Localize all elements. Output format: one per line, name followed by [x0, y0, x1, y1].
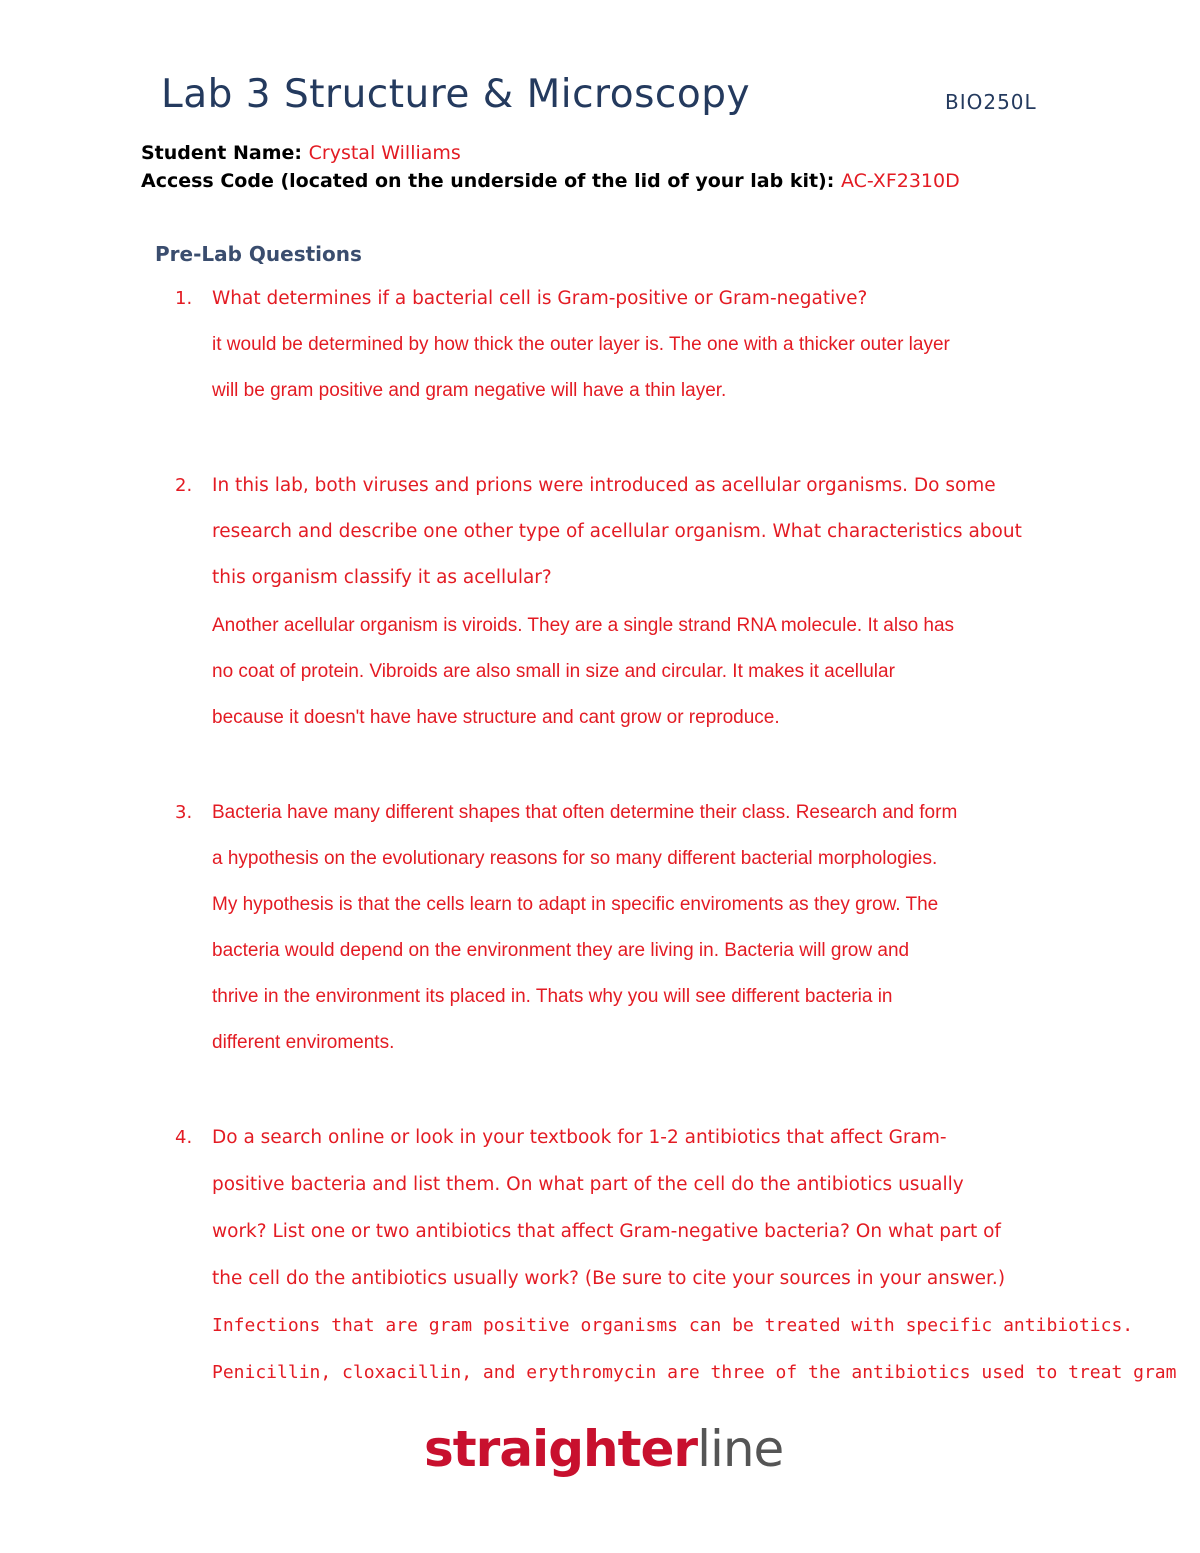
question-text: a hypothesis on the evolutionary reasons for so many different bacterial morphologies. — [212, 848, 938, 869]
answer-text: no coat of protein. Vibroids are also small in size and circular. It makes it acellular — [212, 661, 895, 682]
question-text: research and describe one other type of acellular organism. What characteristics about — [212, 521, 1022, 542]
student-name-row — [141, 142, 461, 164]
question-text: this organism classify it as acellular? — [212, 567, 552, 588]
answer-text: will be gram positive and gram negative will have a thin layer. — [212, 380, 727, 401]
answer-text: bacteria would depend on the environment they are living in. Bacteria will grow and — [212, 940, 910, 961]
question-text: work? List one or two antibiotics that affect Gram-negative bacteria? On what part of — [212, 1221, 1001, 1242]
section-title: Pre-Lab Questions — [155, 242, 362, 266]
student-name-label: Student Name: — [141, 142, 303, 164]
answer-text: thrive in the environment its placed in. Thats why you will see different bacteria in — [212, 986, 893, 1007]
question-text: the cell do the antibiotics usually work? (Be sure to cite your sources in your answer.) — [212, 1268, 1006, 1289]
course-code: BIO250L — [945, 90, 1037, 114]
question-text: positive bacteria and list them. On what part of the cell do the antibiotics usually — [212, 1174, 964, 1195]
straighterline-logo — [424, 1420, 783, 1480]
question-text: Do a search online or look in your textbook for 1-2 antibiotics that affect Gram- — [212, 1127, 947, 1148]
question-text: Bacteria have many different shapes that often determine their class. Research and form — [212, 802, 958, 823]
question-text: What determines if a bacterial cell is Gram-positive or Gram-negative? — [212, 288, 868, 309]
answer-text: because it doesn't have have structure and cant grow or reproduce. — [212, 707, 780, 728]
document-title: Lab 3 Structure & Microscopy — [161, 72, 751, 117]
logo-text-bold: straighter — [424, 1420, 698, 1478]
logo-text-light: line — [697, 1420, 784, 1478]
access-code-row — [141, 170, 960, 192]
question-number: 3. — [175, 802, 193, 823]
access-code-label: Access Code (located on the underside of the lid of your lab kit): — [141, 170, 835, 192]
question-number: 1. — [175, 288, 193, 309]
answer-text: Infections that are gram positive organisms can be treated with specific antibiotics. — [212, 1315, 1134, 1336]
answer-text: Penicillin, cloxacillin, and erythromycin are three of the antibiotics used to treat gram — [212, 1362, 1177, 1383]
question-number: 2. — [175, 475, 193, 496]
answer-text: Another acellular organism is viroids. They are a single strand RNA molecule. It also has — [212, 615, 955, 636]
answer-text: it would be determined by how thick the outer layer is. The one with a thicker outer layer — [212, 334, 950, 355]
answer-text: My hypothesis is that the cells learn to adapt in specific enviroments as they grow. The — [212, 894, 939, 915]
access-code-value: AC-XF2310D — [840, 170, 960, 192]
answer-text: different enviroments. — [212, 1032, 395, 1053]
student-name-value: Crystal Williams — [308, 142, 461, 164]
question-text: In this lab, both viruses and prions were introduced as acellular organisms. Do some — [212, 475, 996, 496]
question-number: 4. — [175, 1127, 193, 1148]
